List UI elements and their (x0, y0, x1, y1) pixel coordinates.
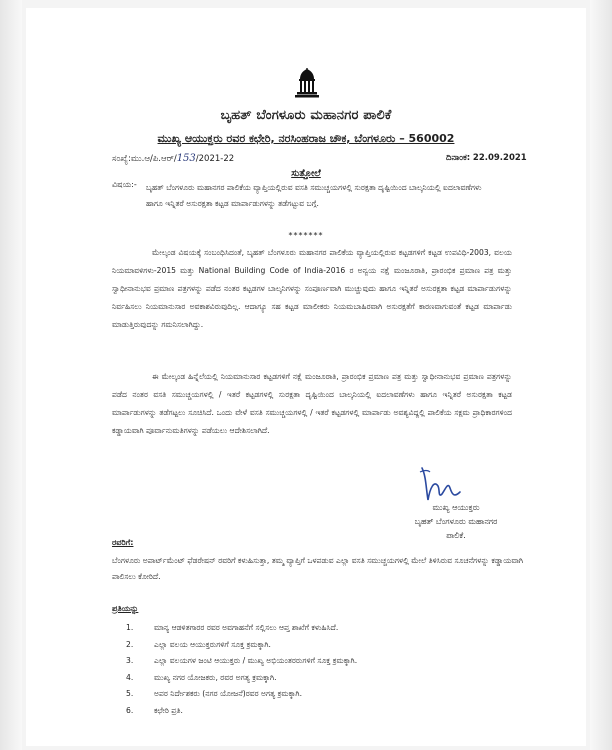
subject-text: ಬೃಹತ್ ಬೆಂಗಳೂರು ಮಹಾನಗರ ಪಾಲಿಕೆಯ ವ್ಯಾಪ್ತಿಯಲ್ಲಿರುವ ವಸತಿ ಸಮುಚ್ಚಯಗಳಲ್ಲಿ ಸುರಕ್ಷತಾ ದೃಷ್ಟಿಯಿಂದ ಬಾಲ್ಕನಿಯಲ್ಲಿ ಐದಲಾವಣೆಗಳು ಹಾಗೂ ಇನ್ನಿತರೆ ಅಸುರಕ್ಷತಾ ಕಟ್ಟಡ ಮಾರ್ಪಾಡುಗಳನ್ನು ತಡೆಗಟ್ಟುವ ಬಗ್ಗೆ. (146, 183, 482, 208)
handwritten-number: 153 (176, 153, 196, 164)
scan-shadow-right (590, 0, 612, 750)
list-item: 4. ಮುಖ್ಯ ನಗರ ಯೋಜಕರು, ರವರ ಅಗತ್ಯ ಕ್ರಮಕ್ಕಾಗಿ. (126, 672, 277, 682)
date-label: ದಿನಾಂಕ: (446, 153, 471, 163)
date-value: 22.09.2021 (472, 153, 527, 163)
subject-label: ವಿಷಯ:- (112, 180, 137, 189)
scan-shadow-left (0, 0, 22, 750)
list-item: 3. ಎಲ್ಲಾ ವಲಯಗಳ ಜಂಟಿ ಆಯುಕ್ತರು / ಮುಖ್ಯ ಅಭಿಯಂತರರುಗಳಿಗೆ ಸೂಕ್ತ ಕ್ರಮಕ್ಕಾಗಿ. (126, 656, 358, 665)
to-label: ರವರಿಗೆ: (112, 538, 134, 547)
body-paragraph-1: ಮೇಲ್ಕಂಡ ವಿಷಯಕ್ಕೆ ಸಂಬಂಧಿಸಿದಂತೆ, ಬೃಹತ್ ಬೆಂಗಳೂರು ಮಹಾನಗರ ಪಾಲಿಕೆಯ ವ್ಯಾಪ್ತಿಯಲ್ಲಿರುವ ಕಟ್ಟಡಗಳಿಗೆ ಕಟ್ಟಡ ಉಪವಿಧಿ-2003, ವಲಯ ನಿಯಮಾವಳಿಗಳು-2015 ಮತ್ತು National Building Code of India-2016 ರ ಅನ್ವಯ ನಕ್ಷೆ ಮಂಜೂರಾತಿ, ಪ್ರಾರಂಭಿಕ ಪ್ರಮಾಣ ಪತ್ರ ಮತ್ತು ಸ್ವಾಧೀನಾನುಭವ ಪ್ರಮಾಣ ಪತ್ರಗಳನ್ನು ಪಡೆದ ನಂತರ ಕಟ್ಟಡಗಳ ಬಾಲ್ಕನಿಗಳನ್ನು ಸಂಪೂರ್ಣವಾಗಿ ಮುಚ್ಚುವುದು ಹಾಗೂ ಇನ್ನಿತರೆ ಅಸುರಕ್ಷತಾ ಕಟ್ಟಡ ಮಾರ್ಪಾಡುಗಳನ್ನು ನಿರ್ವಹಿಸಲು ನಿಯಮಾನುಸಾರ ಅವಕಾಶವಿರುವುದಿಲ್ಲ. ಆದಾಗ್ಯೂ ಸಹ ಕಟ್ಟಡ ಮಾಲೀಕರು ನಿಯಮಬಾಹಿರವಾಗಿ ಅಸುರಕ್ಷತೆಗೆ ಕಾರಣವಾಗುವಂತೆ ಕಟ್ಟಡ ಮಾರ್ಪಾಡು ಮಾಡುತ್ತಿರುವುದನ್ನು ಗಮನಿಸಲಾಗಿದ್ದು. (112, 248, 512, 329)
copies-label: ಪ್ರತಿಯನ್ನು (112, 604, 139, 613)
list-item: 2. ಎಲ್ಲಾ ವಲಯ ಆಯುಕ್ತರುಗಳಿಗೆ ಸೂಕ್ತ ಕ್ರಮಕ್ಕಾಗಿ. (126, 639, 271, 649)
vidhana-soudha-emblem-icon (294, 68, 320, 98)
separator: ******* (288, 231, 324, 240)
signatory-designation: ಮುಖ್ಯ ಆಯುಕ್ತರು (432, 503, 480, 512)
org-title: ಬೃಹತ್ ಬೆಂಗಳೂರು ಮಹಾನಗರ ಪಾಲಿಕೆ (220, 108, 392, 123)
office-address: ಮುಖ್ಯ ಆಯುಕ್ತರು ರವರ ಕಛೇರಿ, ನರಸಿಂಹರಾಜ ಚೌಕ, ಬೆಂಗಳೂರು – 560002 (157, 132, 455, 145)
list-item: 6. ಕಛೇರಿ ಪ್ರತಿ. (126, 705, 183, 715)
signatory-organisation: ಬೃಹತ್ ಬೆಂಗಳೂರು ಮಹಾನಗರ ಪಾಲಿಕೆ. (414, 517, 498, 540)
reference-prefix: ಸಂಖ್ಯೆ:ಮು.ಆ/ಪಿ.ಆರ್/ (112, 154, 177, 164)
body-paragraph-2: ಈ ಮೇಲ್ಕಂಡ ಹಿನ್ನೆಲೆಯಲ್ಲಿ ನಿಯಮಾನುಸಾರ ಕಟ್ಟಡಗಳಿಗೆ ನಕ್ಷೆ ಮಂಜೂರಾತಿ, ಪ್ರಾರಂಭಿಕ ಪ್ರಮಾಣ ಪತ್ರ ಮತ್ತು ಸ್ವಾಧೀನಾನುಭವ ಪ್ರಮಾಣ ಪತ್ರಗಳನ್ನು ಪಡೆದ ನಂತರ ವಸತಿ ಸಮುಚ್ಚಯಗಳಲ್ಲಿ / ಇತರೆ ಕಟ್ಟಡಗಳಲ್ಲಿ ಸುರಕ್ಷತಾ ದೃಷ್ಟಿಯಿಂದ ಬಾಲ್ಕನಿಯಲ್ಲಿ ಐದಲಾವಣೆಗಳು ಹಾಗೂ ಇನ್ನಿತರೆ ಅಸುರಕ್ಷತಾ ಕಟ್ಟಡ ಮಾರ್ಪಾಡುಗಳನ್ನು ತಡೆಗಟ್ಟಲು ಸೂಚಿಸಿದೆ. ಒಂದು ವೇಳೆ ವಸತಿ ಸಮುಚ್ಚಯಗಳಲ್ಲಿ / ಇತರೆ ಕಟ್ಟಡಗಳಲ್ಲಿ ಮಾರ್ಪಾಡು ಅವಶ್ಯವಿದ್ದಲ್ಲಿ ಪಾಲಿಕೆಯ ಸಕ್ಷಮ ಪ್ರಾಧಿಕಾರಗಳಿಂದ ಕಡ್ಡಾಯವಾಗಿ ಪೂರ್ವಾನುಮತಿಗಳನ್ನು ಪಡೆಯಲು ಆದೇಶಿಸಲಾಗಿದೆ. (112, 372, 512, 435)
reference-suffix: /2021-22 (195, 154, 235, 164)
circular-heading: ಸುತ್ತೋಲೆ (291, 168, 321, 179)
reference-number (112, 153, 234, 164)
signatory-block (406, 501, 506, 543)
list-item: 1. ಮಾನ್ಯ ಆಡಳಿತಗಾರರ ರವರ ಅವಗಾಹನೆಗೆ ಸಲ್ಲಿಸಲು ಆಪ್ತ ಶಾಖೆಗೆ ಕಳುಹಿಸಿದೆ. (126, 623, 339, 632)
list-item: 5. ಅಪರ ನಿರ್ದೇಶಕರು (ನಗರ ಯೋಜನೆ)ರವರ ಅಗತ್ಯ ಕ್ರಮಕ್ಕಾಗಿ. (126, 689, 302, 698)
to-text: ಬೆಂಗಳೂರು ಅಪಾರ್ಟ್‌ಮೆಂಟ್ ಫೆಡರೇಷನ್ ರವರಿಗೆ ಕಳುಹಿಸುತ್ತಾ, ತಮ್ಮ ವ್ಯಾಪ್ತಿಗೆ ಒಳಪಡುವ ಎಲ್ಲಾ ವಸತಿ ಸಮುಚ್ಚಯಗಳಲ್ಲಿ ಮೇಲೆ ತಿಳಿಸಿರುವ ಸೂಚನೆಗಳನ್ನು ಕಡ್ಡಾಯವಾಗಿ ಪಾಲಿಸಲು ಕೋರಿದೆ. (112, 556, 524, 581)
document-date (446, 153, 527, 163)
document-page (26, 8, 586, 746)
copies-list (126, 620, 357, 719)
